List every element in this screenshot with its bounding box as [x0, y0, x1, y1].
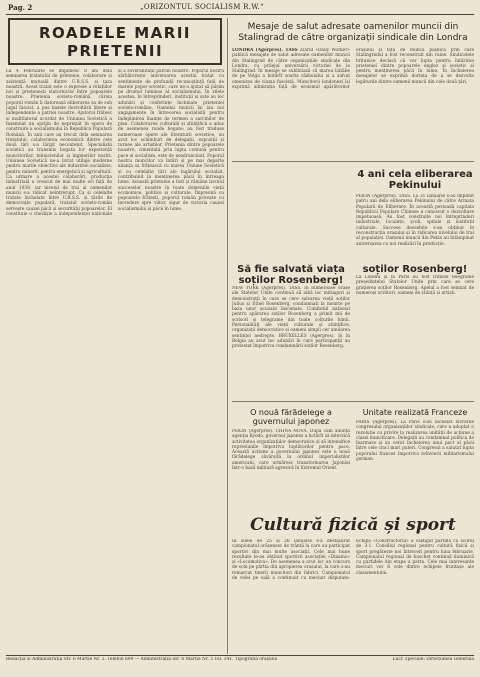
column-separator [227, 18, 228, 654]
mesaje-headline: Mesaje de salut adresate oamenilor muncii din Stalingrad de către organizații sindicale din Londra [238, 22, 468, 43]
pekin-headline: 4 ani cela eliberarea Pekinului [357, 169, 473, 191]
news-row [232, 405, 474, 509]
article-body: La 4 Februarie se împlinesc 8 ani dela semnarea tratatului de prietenie, colaborare și asistență mutuală dintre U.R.S.S. și țara noastră. Acest tratat este o expresie a relațiilor noi și prietenești statornicite între popoarele noastre. Prietenia sovieto-română, căreia poporul român îi datorează eliberarea sa de sub jugul fascist, a pus bazele dezvoltării libere și independente a patriei noastre. Ajutorul frățesc și multilateral acordat de Uniunea Sovietică a însemnat un sprijin de nepreţuit în opera de construire a socialismului în Republica Populară Română. În anii care au trecut dela semnarea tratatului, colaborarea economică dintre cele două țări s-a lărgit necontenit. Specialiștii sovietici au transmis bogata lor experiență muncitorilor, tehnicienilor și inginerilor noștri. Uniunea Sovietică ne-a livrat utilaje moderne pentru marile obiective ale industriei socialiste, pentru minerit, pentru energetică și agricultură. Ca urmare a acestei colaborări, producția industrială a crescut de mai multe ori față de anul 1938, iar nivelul de trai al oamenilor muncii s-a ridicat neîntrerupt. Ca și celelalte tratate încheiate între U.R.S.S. și țările de democrație populară, tratatul sovieto-român servește cauzei păcii și securității popoarelor. El constituie o chezășie a independenței naționale și a suveranității patriei noastre. Poporul nostru sărbătorește aniversarea acestui tratat cu sentimente de profundă recunoștință față de marele popor sovietic, care ne-a ajutat să pășim pe drumul luminos al socialismului. În zilele acestea, în întreprinderi, instituții și sate au loc adunări și conferințe închinate prieteniei sovieto-române. Oamenii muncii își iau noi angajamente în întrecerea socialistă pentru îndeplinirea înainte de termen a sarcinilor de plan. Colaborarea culturală și științifică a adus de asemenea roade bogate: au fost traduse numeroase opere ale literaturii sovietice, au avut loc schimburi de delegații, expoziții și turnee ale artiștilor. Prietenia dintre popoarele noastre, cimentată prin lupta comună pentru pace și socialism, este de nezdruncinat. Poporul nostru muncitor va întări și pe mai departe alianța sa frățească cu marea Uniune Sovietică și cu celelalte țări ale lagărului socialist, contribuind la menținerea păcii în întreaga lume. Această prietenie a fost și rămâne izvorul succeselor noastre în toate domeniile vieții economice, politice și culturale. Împreună cu popoarele frățești, poporul român privește cu încredere spre viitor, sigur de victoria cauzei socialismului și păcii în lume. [6, 69, 224, 218]
left-column [6, 18, 224, 677]
footer [6, 657, 474, 662]
sport-body [232, 539, 474, 639]
sport-text-2: Campionatul regional de baschet continuă duminică cu partidele din etapa a patra. Cele mai interesante meciuri vor fi cele dintre echipele fruntașe ale clasamentului. [356, 554, 474, 576]
rosenberg-headline-2: soților Rosenberg! [362, 264, 468, 275]
mesaje-dateline: LONDRA (Agerpres). TASS [232, 48, 298, 53]
rosenberg-body-2: La Londra și la Paris au fost trimise telegrame președintelui Statelor Unite prin care se cere grațierea soților Rosenberg. Apelul a fost semnat de numeroși scriitori, oameni de știință și artiști. [356, 275, 474, 296]
divider [232, 161, 474, 162]
japonia-body: PEKIN (Agerpres). CHINA NOVA. După cum anunță agenția Kyodo, guvernul japonez a hotărît să interzică activitatea organizațiilor democratice și să intensifice represiunile împotriva luptătorilor pentru pace. Această acțiune a guvernului japonez este o nouă fărădelege săvârșită la ordinul imperialiștilor americani, care urmăresc transformarea Japoniei într-o bază militară agresivă în Extremul Orient. [232, 429, 350, 472]
sport-text: În zilele de 25 și 26 ianuarie s-a desfășurat campionatul orășenesc de trântă la care au participat sportivi din mai multe asociații. Cele mai bune rezultate le-au obținut sportivii asociației «Dinamo» și «Locomotiva». De asemenea a avut loc un concurs de schi pe pârtia din apropierea orașului, la care s-au remarcat tinerii muncitori din fabrici. Campionatul de volei pe sală a continuat cu meciuri disputate. Echipa «Constructorul» a câștigat partida cu scorul de 3-1. Consiliul regional pentru cultură fizică și sport pregătește noi întreceri pentru luna februarie. [232, 539, 474, 582]
rosenberg-headline: Să fie salvată viața soților Rosenberg! [237, 264, 345, 286]
page-number: Pag. 2 [8, 3, 33, 12]
japonia-headline: O nouă fărădelege a guvernului japonez [250, 408, 332, 426]
footer-rule [6, 655, 474, 656]
article-headline: ROADELE MARII PRIETENII [8, 18, 222, 65]
sport-headline: Cultură fizică și sport [250, 515, 456, 535]
footer-imprint: Redacția și Administrația Str. 6 Martie Nr. 2. Telefon 699 — Administrația Str. 6 Martie Nr. 5 Tel. 341. Tipografia orașului [6, 657, 278, 662]
rosenberg-body: NEW YORK (Agerpres). TASS. În numeroase orașe ale Statelor Unite continuă să aibă loc mitinguri și demonstrații în care se cere salvarea vieții soților Julius și Ethel Rosenberg, condamnați la moarte pe baza unor acuzații înscenate. Comitetul național pentru apărarea soților Rosenberg a primit mii de scrisori și telegrame din toate colțurile lumii. Personalități ale vieții culturale și științifice, organizații democratice și oameni simpli cer anularea sentinței nedrepte. BRUXELLES (Agerpres). Și în Belgia au avut loc adunări în care participanții au protestat împotriva condamnării soților Rosenberg. [232, 286, 350, 350]
divider [232, 401, 474, 402]
rosenberg-row [232, 264, 474, 398]
unitate-headline: Unitate realizată Franceze [362, 408, 468, 417]
mesaje-body [232, 48, 474, 158]
header-rule [6, 14, 474, 15]
mesaje-text: Ziarul «Daily Worker» publică mesajele de salut adresate oamenilor muncii din Stalingrad de către organizațiile sindicale din Londra, cu prilejul aniversării victoriei de la Stalingrad. În mesaje se subliniază că marea bătălie de pe Volga a hotărît soarta războiului și a salvat omenirea de ciuma fascistă. Muncitorii londonezi își exprimă admirația față de eroismul apărătorilor orașului și față de munca pașnică prin care Stalingradul a fost reconstruit din ruine. Sindicatele britanice declară că vor lupta pentru întărirea prieteniei dintre popoarele englez și sovietic și pentru menținerea păcii în lume. În încheierea mesajelor se exprimă dorința de a se dezvolta legăturile dintre oamenii muncii din cele două țări. [232, 48, 474, 91]
unitate-body: PARIS (Agerpres). La Paris s-au încheiat lucrările congresului organizațiilor sindicale, care a adoptat o rezoluție cu privire la realizarea unității de acțiune a clasei muncitoare. Delegații au condamnat politica de înarmare și au cerut încheierea unui pact al păcii între cele cinci mari puteri. Congresul a salutat lupta poporului francez împotriva reînvierii militarismului german. [356, 420, 474, 463]
newspaper-title: „ORIZONTUL SOCIALISM R.W.“ [140, 3, 264, 11]
running-header [0, 0, 480, 14]
pekin-body: PEKIN (Agerpres). TASS. La 31 ianuarie s-au împlinit patru ani dela eliberarea Pekinului de către Armata Populară de Eliberare. În această perioadă capitala Republicii Populare Chineze a cunoscut o dezvoltare impetuoasă. Au fost construite noi întreprinderi industriale, locuințe, școli, spitale și instituții culturale. Succese deosebite s-au obținut în reconstrucția orașului și în ridicarea nivelului de trai al populației. Oamenii muncii din Pekin au întâmpinat aniversarea cu noi realizări în producție. [356, 194, 474, 247]
right-column [232, 18, 474, 639]
footer-printer: Lucr. speciale: Direcțiunea Generală [392, 657, 474, 662]
pekin-row [232, 165, 474, 264]
